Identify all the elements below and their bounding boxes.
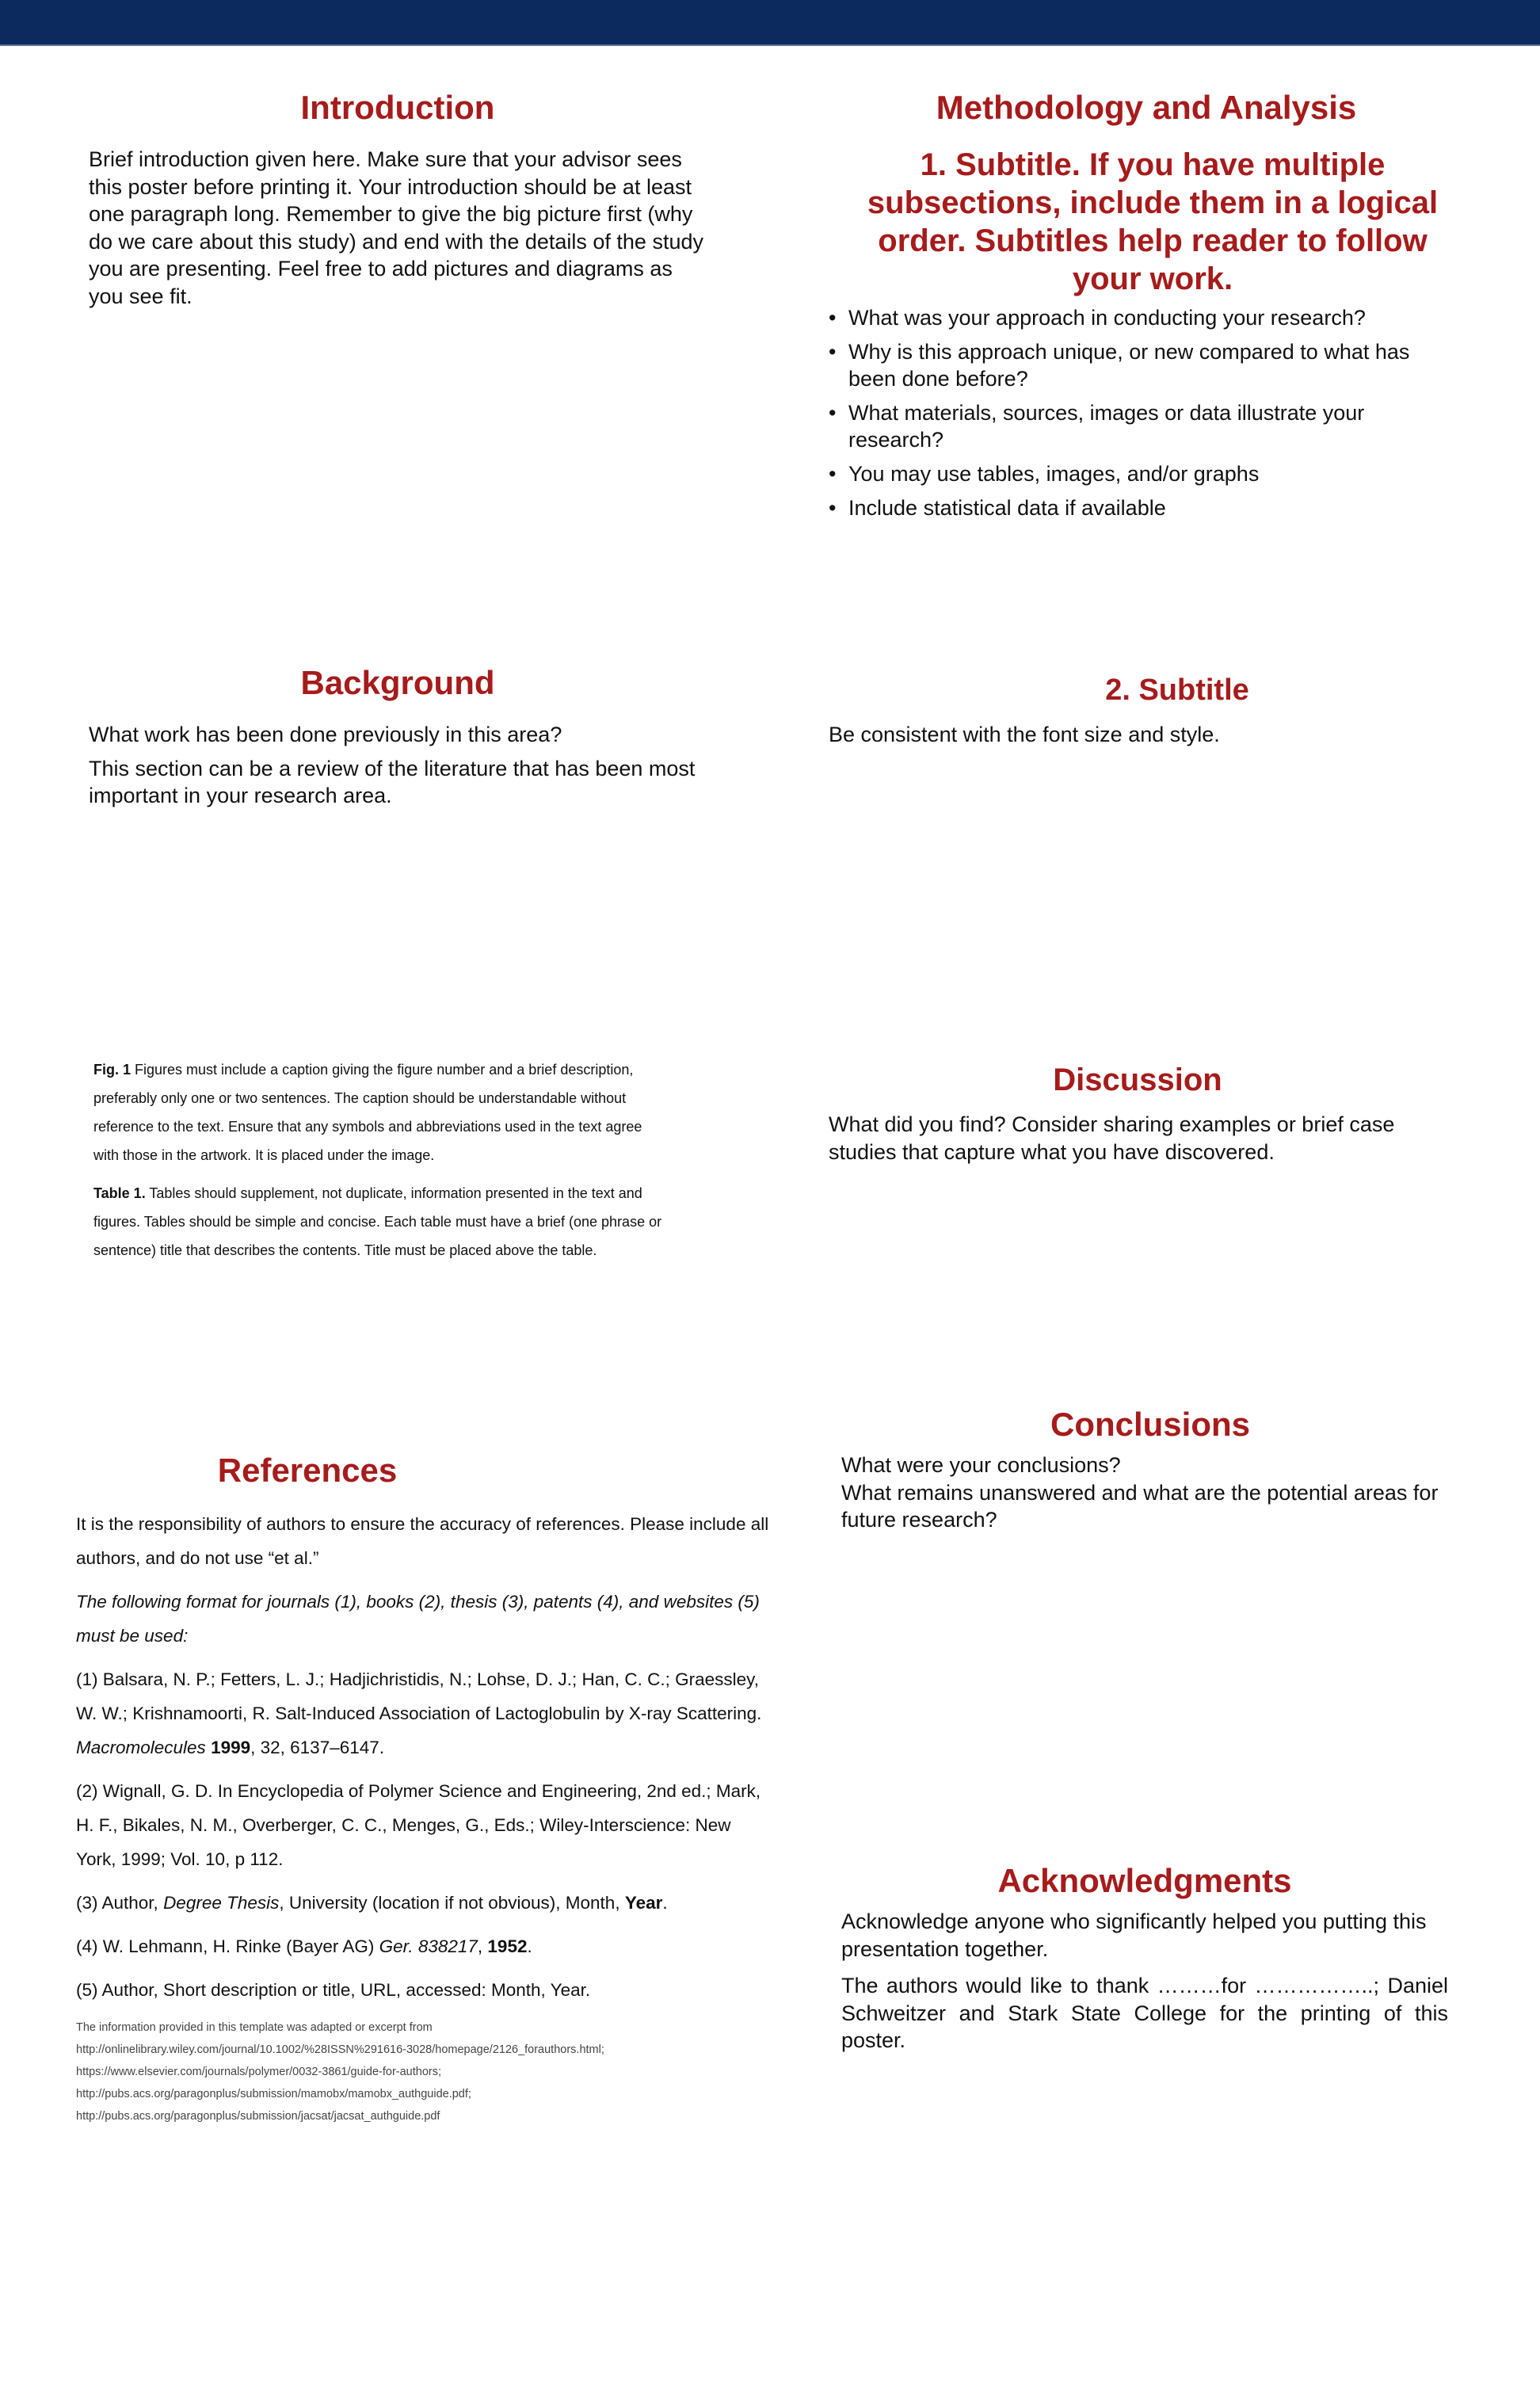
methodology-heading: Methodology and Analysis: [936, 89, 1357, 126]
methodology-bullet-list: [827, 304, 1450, 521]
list-item: • What was your approach in conducting your research?: [827, 304, 1450, 332]
reference-item-2: (2) Wignall, G. D. In Encyclopedia of Polymer Science and Engineering, 2nd ed.; Mark, H. F., Bikales, N. M., Overberger, C. C., Menges, G., Eds.; Wiley-Interscience: New York, 1999; Vol. 10, p 112.: [76, 1781, 761, 1870]
conclusions-question: What were your conclusions?: [841, 1453, 1121, 1478]
figure-label: Fig. 1: [93, 1062, 132, 1078]
table-caption: Table 1. Tables should supplement, not duplicate, information presented in the text and figures. Tables should be simple and concise. Each table must have a brief (one phrase or sentence) title that describes the contents. Title must be placed above the table.: [93, 1185, 662, 1258]
introduction-body: Brief introduction given here. Make sure that your advisor sees this poster before printing it. Your introduction should be at least one paragraph long. Remember to give the big picture first (why do we care about this study) and end with the details of the study you are presenting. Feel free to add pictures and diagrams as you see fit.: [89, 147, 703, 309]
acknowledgments-body: Acknowledge anyone who significantly helped you putting this presentation together.: [841, 1910, 1427, 1961]
discussion-body: What did you find? Consider sharing examples or brief case studies that capture what you have discovered.: [829, 1112, 1395, 1164]
header-bar: [0, 0, 1540, 44]
acknowledgments-heading: Acknowledgments: [997, 1862, 1292, 1899]
background-body: This section can be a review of the literature that has been most important in your research area.: [89, 756, 696, 808]
acknowledgments-section: [841, 1862, 1448, 2055]
references-intro: It is the responsibility of authors to ensure the accuracy of references. Please include all authors, and do not use “et al.”: [76, 1514, 769, 1569]
subtitle-2-heading: 2. Subtitle: [1105, 673, 1249, 707]
bullet-icon: •: [829, 495, 837, 520]
discussion-section: [829, 1062, 1447, 1166]
bullet-icon: •: [829, 339, 837, 364]
reference-item-4: (4) W. Lehmann, H. Rinke (Bayer AG) Ger. 838217, 1952.: [76, 1936, 532, 1957]
background-section: [89, 664, 707, 810]
reference-item-5: (5) Author, Short description or title, URL, accessed: Month, Year.: [76, 1980, 591, 2001]
introduction-section: [89, 89, 707, 311]
list-item: • Why is this approach unique, or new compared to what has been done before?: [829, 339, 1410, 391]
source-link[interactable]: http://pubs.acs.org/paragonplus/submission/mamobx/mamobx_authguide.pdf;: [76, 2088, 471, 2101]
conclusions-body: What remains unanswered and what are the potential areas for future research?: [841, 1480, 1439, 1532]
reference-item-1: (1) Balsara, N. P.; Fetters, L. J.; Hadjichristidis, N.; Lohse, D. J.; Han, C. C.; Graessley, W. W.; Krishnamoorti, R. Salt-Induced Association of Lactoglobulin by X-ray Scattering. Macromolecules 1999, 32, 6137–6147.: [76, 1669, 762, 1758]
references-format-note: The following format for journals (1), books (2), thesis (3), patents (4), and websites (5) must be used:: [76, 1592, 760, 1646]
reference-item-3: (3) Author, Degree Thesis, University (location if not obvious), Month, Year.: [76, 1893, 668, 1913]
source-note: The information provided in this template was adapted or excerpt from: [76, 2021, 433, 2035]
references-section: [76, 1452, 773, 2127]
acknowledgments-thanks: The authors would like to thank ………for ……………..; Daniel Schweitzer and Stark State College for the printing of this poster.: [841, 1974, 1448, 2053]
list-item: • Include statistical data if available: [827, 494, 1450, 522]
methodology-section: [824, 89, 1450, 528]
background-heading: Background: [300, 664, 495, 701]
references-heading: References: [217, 1452, 398, 1489]
list-item: • You may use tables, images, and/or graphs: [827, 460, 1450, 488]
conclusions-section: [841, 1406, 1443, 1534]
subtitle-2-section: [829, 673, 1447, 748]
bullet-icon: •: [829, 462, 837, 486]
methodology-subtitle: 1. Subtitle. If you have multiple subsections, include them in a logical order. Subtitles help reader to follow your work.: [867, 147, 1439, 297]
header-bar-divider: [0, 44, 1540, 46]
source-link[interactable]: https://www.elsevier.com/journals/polymer/0032-3861/guide-for-authors;: [76, 2066, 442, 2079]
source-link[interactable]: http://pubs.acs.org/paragonplus/submission/jacsat/jacsat_authguide.pdf: [76, 2110, 440, 2123]
introduction-heading: Introduction: [300, 89, 495, 126]
subtitle-2-body: Be consistent with the font size and style.: [829, 722, 1220, 746]
table-label: Table 1.: [93, 1185, 146, 1201]
list-item: • What materials, sources, images or data illustrate your research?: [829, 400, 1365, 452]
bullet-icon: •: [829, 306, 837, 330]
figure-caption-block: [93, 1055, 664, 1265]
source-list: [76, 2016, 773, 2127]
source-link[interactable]: http://onlinelibrary.wiley.com/journal/10.1002/%28ISSN%291616-3028/homepage/2126_forauthors.html;: [76, 2043, 604, 2057]
bullet-icon: •: [829, 400, 837, 425]
background-question: What work has been done previously in this area?: [89, 723, 562, 747]
discussion-heading: Discussion: [1053, 1063, 1222, 1097]
figure-caption: Fig. 1 Figures must include a caption giving the figure number and a brief description, preferably only one or two sentences. The caption should be understandable without reference to the text. Ensure that any symbols and abbreviations used in the text agree with those in the artwork. It is placed under the image.: [93, 1062, 642, 1163]
conclusions-heading: Conclusions: [1050, 1406, 1251, 1443]
